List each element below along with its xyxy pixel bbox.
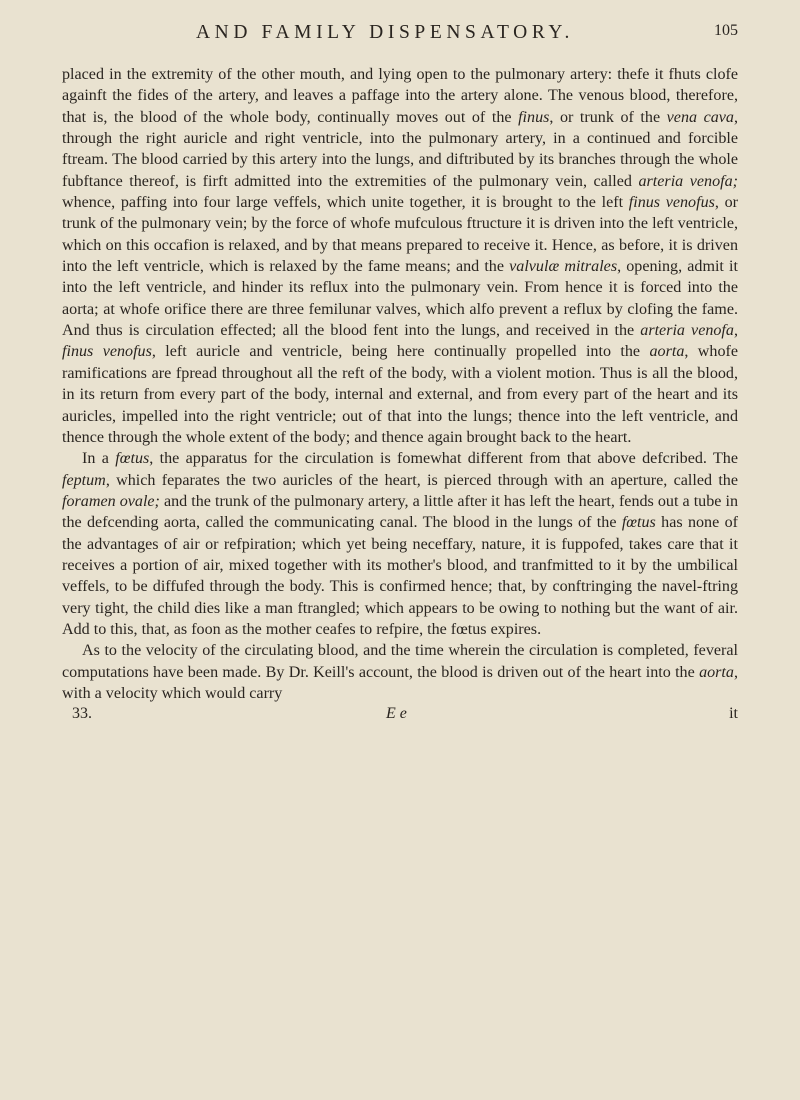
signature-number: 33. bbox=[72, 705, 92, 723]
text-run: has none of the advantages of air or refpiration; which yet being neceffary, nature, it is fuppofed, takes care that it receives a portion of air, mixed together with its mother's blood, and tranfmitted to it by the umbilical veffels, to be diffufed through the body. This is confirmed hence; that, by conftringing the navel-ftring very tight, the child dies like a man ftrangled; which appears to be owing to nothing but the want of air. Add to this, that, as foon as the mother ceafes to refpire, the fœtus expires. bbox=[62, 514, 738, 638]
page-number: 105 bbox=[714, 22, 738, 39]
italic-term: arteria venofa; bbox=[638, 172, 738, 190]
italic-term: finus venofus bbox=[628, 194, 715, 212]
italic-term: valvulæ mitrales bbox=[509, 258, 618, 276]
text-run: , with a velocity which would carry bbox=[62, 663, 738, 702]
text-run: , or trunk of the pulmonary vein; by the force of whofe mufculous ftructure it is driven into the left ventricle, which on this occafion is relaxed, and by that means prepared to receive it. Hence, as before, it is driven into the left ventricle, which is relaxed by the fame means; and the bbox=[62, 194, 738, 276]
text-run: , whofe ramifications are fpread throughout all the reft of the body, with a violent motion. Thus is all the blood, in its return from every part of the body, internal and external, and from every part of the heart and its auricles, impelled into the right ventricle; out of that into the lungs; thence into the left ventricle, and thence through the whole extent of the body; and thence again brought back to the heart. bbox=[62, 343, 739, 446]
italic-term: fœtus bbox=[115, 450, 150, 468]
catchword: it bbox=[729, 705, 738, 723]
paragraph-velocity bbox=[62, 640, 738, 704]
italic-term: aorta bbox=[699, 663, 734, 681]
italic-term: vena cava bbox=[666, 108, 734, 126]
text-run: , left auricle and ventricle, being here continually propelled into the bbox=[151, 343, 650, 361]
text-run: whence, paffing into four large veffels, which unite together, it is brought to the left bbox=[62, 194, 629, 212]
italic-term: finus venofus bbox=[62, 343, 152, 361]
running-head: AND FAMILY DISPENSATORY. bbox=[195, 22, 575, 43]
text-run: and the trunk of the pulmonary artery, a little after it has left the heart, fends out a tube in the defcending aorta, called the communicating canal. The blood in the lungs of the bbox=[62, 492, 738, 532]
italic-term: arteria venofa bbox=[640, 322, 734, 340]
italic-term: aorta bbox=[649, 343, 685, 361]
paragraph-circulation bbox=[62, 64, 738, 448]
body-text bbox=[62, 64, 738, 704]
italic-term: fœtus bbox=[621, 514, 656, 532]
page-footer bbox=[62, 705, 738, 729]
text-run: , through the right auricle and right ventricle, into the pulmonary artery, in a continued and forcible ftream. The blood carried by this artery into the lungs, and diftributed by its branches through the whole fubftance thereof, is firft admitted into the extremities of the pulmonary vein, called bbox=[62, 108, 739, 190]
text-run: , the apparatus for the circulation is fomewhat different from that above defcribed. The bbox=[149, 450, 738, 468]
text-run: , or trunk of the bbox=[549, 108, 667, 126]
text-run: In a bbox=[82, 450, 116, 468]
page-header bbox=[62, 18, 738, 48]
text-run: As to the velocity of the circulating blood, and the time wherein the circulation is completed, feveral computations have been made. By Dr. Keill's account, the blood is driven out of the heart into the bbox=[62, 642, 738, 681]
text-run: , opening, admit it into the left ventricle, and hinder its reflux into the pulmonary vein. From hence it is forced into the aorta; at whofe orifice there are three femilunar valves, which alfo prevent a reflux by clofing the fame. And thus is circulation effected; all the blood fent into the lungs, and received in the bbox=[62, 258, 738, 340]
italic-term: finus bbox=[518, 108, 550, 126]
signature-mark: E e bbox=[386, 705, 407, 723]
text-run: , bbox=[733, 322, 738, 340]
paragraph-foetus bbox=[62, 448, 738, 640]
text-run: , which feparates the two auricles of the heart, is pierced through with an aperture, called the bbox=[105, 471, 738, 489]
text-run: placed in the extremity of the other mouth, and lying open to the pulmonary artery: thefe it fhuts clofe againft the fides of the artery, and leaves a paffage into the artery alone. The venous blood, therefore, that is, the blood of the whole body, continually moves out of the bbox=[62, 66, 738, 126]
italic-term: feptum bbox=[62, 471, 106, 489]
italic-term: foramen ovale; bbox=[62, 492, 160, 510]
